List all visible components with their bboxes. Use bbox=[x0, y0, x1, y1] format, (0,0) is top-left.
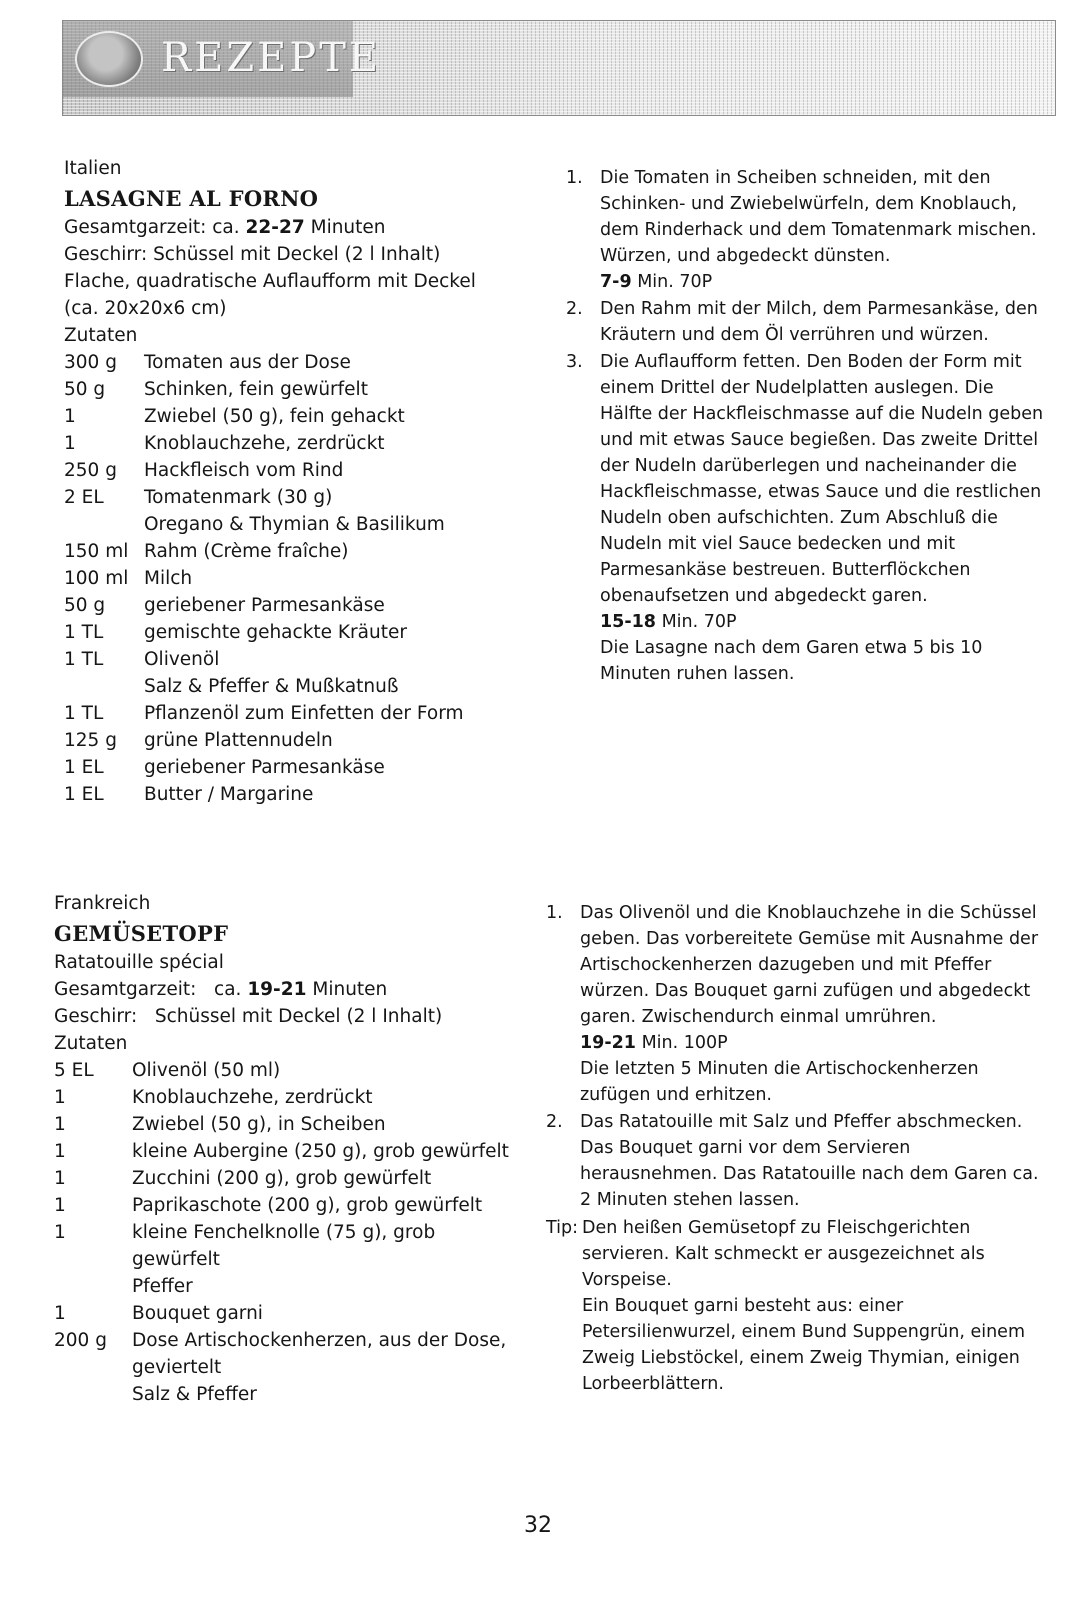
recipe1-dish-line-1: Geschirr: Schüssel mit Deckel (2 l Inhalt) bbox=[64, 244, 441, 265]
ingredient-row: 1 TL Pflanzenöl zum Einfetten der Form bbox=[64, 703, 464, 724]
ingredient-row: 1 Zwiebel (50 g), in Scheiben bbox=[54, 1114, 386, 1135]
recipe2-tip bbox=[546, 1215, 1046, 1397]
ingredient-row: 250 g Hackfleisch vom Rind bbox=[64, 460, 344, 481]
ingredient-row: 1 EL geriebener Parmesankäse bbox=[64, 757, 385, 778]
page-number: 32 bbox=[524, 1513, 552, 1538]
recipe1-step: 3. Die Auflaufform fetten. Den Boden der Form mit einem Drittel der Nudelplatten auslegen. Die Hälfte der Hackfleischmasse auf die Nudeln geben und mit etwas Sauce begießen. Das zweite Drittel der Nudeln darüberlegen und nacheinander die Hackfleischmasse, etwas Sauce und die restlichen Nudeln oben aufschichten. Zum Abschluß die Nudeln mit viel Sauce bedecken und mit Parmesankäse bestreuen. Butterflöckchen obenaufsetzen und abgedeckt garen. 15-18 Min. 70P Die Lasagne nach dem Garen etwa 5 bis 10 Minuten ruhen lassen. bbox=[566, 349, 1050, 687]
recipe1-dish-line-3: (ca. 20x20x6 cm) bbox=[64, 298, 227, 319]
recipe2-dish: Geschirr: Schüssel mit Deckel (2 l Inhalt) bbox=[54, 1006, 443, 1027]
ingredient-row: Salz & Pfeffer & Mußkatnuß bbox=[144, 676, 399, 697]
recipe1-step-list bbox=[566, 165, 1050, 687]
ingredient-row: Salz & Pfeffer bbox=[132, 1384, 257, 1405]
ingredient-row: 300 g Tomaten aus der Dose bbox=[64, 352, 351, 373]
ingredient-row: 1 Zucchini (200 g), grob gewürfelt bbox=[54, 1168, 432, 1189]
header-banner bbox=[62, 20, 1056, 116]
ingredient-row: 1 Bouquet garni bbox=[54, 1303, 263, 1324]
recipe2-title: GEMÜSETOPF bbox=[54, 921, 229, 946]
ingredient-row: 2 EL Tomatenmark (30 g) bbox=[64, 487, 333, 508]
recipe1-country: Italien bbox=[64, 158, 122, 179]
recipe1-ingredients-heading: Zutaten bbox=[64, 325, 138, 346]
ingredient-row: 150 ml Rahm (Crème fraîche) bbox=[64, 541, 349, 562]
recipe2-steps bbox=[546, 900, 1046, 1397]
recipe2-step-list bbox=[546, 900, 1046, 1213]
tip-label: Tip: bbox=[546, 1218, 579, 1238]
ingredient-row: 1 TL Olivenöl bbox=[64, 649, 220, 670]
recipe2-step: 1. Das Olivenöl und die Knoblauchzehe in die Schüssel geben. Das vorbereitete Gemüse mit Ausnahme der Artischockenherzen dazugeben und mit Pfeffer würzen. Das Bouquet garni zufügen und abgedeckt garen. Zwischendurch einmal umrühren. 19-21 Min. 100P Die letzten 5 Minuten die Artischockenherzen zufügen und erhitzen. bbox=[546, 900, 1046, 1108]
recipe1-step-3-note: Die Lasagne nach dem Garen etwa 5 bis 10 Minuten ruhen lassen. bbox=[600, 638, 983, 684]
recipe2-ingredients-heading: Zutaten bbox=[54, 1033, 128, 1054]
ingredient-row: 1 Zwiebel (50 g), fein gehackt bbox=[64, 406, 405, 427]
ingredient-row: 1 Paprikaschote (200 g), grob gewürfelt bbox=[54, 1195, 483, 1216]
recipe2-info bbox=[54, 890, 524, 1408]
ingredient-row: 200 g Dose Artischockenherzen, aus der Dose, geviertelt bbox=[54, 1330, 507, 1378]
ingredient-row: 1 Knoblauchzehe, zerdrückt bbox=[64, 433, 385, 454]
tip-text: Den heißen Gemüsetopf zu Fleischgerichten servieren. Kalt schmeckt er ausgezeichnet als Vorspeise. bbox=[582, 1218, 985, 1290]
ingredient-row: 50 g geriebener Parmesankäse bbox=[64, 595, 385, 616]
recipe2-country: Frankreich bbox=[54, 893, 151, 914]
ingredient-row: 1 kleine Aubergine (250 g), grob gewürfelt bbox=[54, 1141, 509, 1162]
ingredient-row: 1 TL gemischte gehackte Kräuter bbox=[64, 622, 407, 643]
ingredient-row: 1 kleine Fenchelknolle (75 g), grob gewürfelt bbox=[54, 1222, 436, 1270]
recipe2-ingredient-list bbox=[54, 1057, 524, 1408]
recipe2-subtitle: Ratatouille spécial bbox=[54, 952, 224, 973]
ingredient-row: 1 EL Butter / Margarine bbox=[64, 784, 314, 805]
recipe1-step: 2. Den Rahm mit der Milch, dem Parmesankäse, den Kräutern und dem Öl verrühren und würzen. bbox=[566, 299, 1038, 345]
recipe1-step-3-setting: 15-18 Min. 70P bbox=[600, 612, 737, 632]
recipe1-step: 1. Die Tomaten in Scheiben schneiden, mit den Schinken- und Zwiebelwürfeln, dem Knoblauch, dem Rinderhack und dem Tomatenmark mischen. Würzen, und abgedeckt dünsten. 7-9 Min. 70P bbox=[566, 165, 1050, 295]
recipe1-total-time: Gesamtgarzeit: ca. 22-27 Minuten bbox=[64, 217, 386, 238]
recipe1-info bbox=[64, 155, 504, 808]
recipe-emblem-icon bbox=[75, 31, 143, 87]
tip-bouquet-garni: Ein Bouquet garni besteht aus: einer Petersilienwurzel, einem Bund Suppengrün, einem Zweig Liebstöckel, einem Zweig Thymian, einigen Lorbeerblättern. bbox=[582, 1296, 1025, 1394]
recipe2-step-1-setting: 19-21 Min. 100P bbox=[580, 1033, 728, 1053]
header-title: REZEPTE bbox=[161, 35, 382, 81]
ingredient-row: Pfeffer bbox=[132, 1276, 193, 1297]
recipe2-step-1-note: Die letzten 5 Minuten die Artischockenherzen zufügen und erhitzen. bbox=[580, 1059, 979, 1105]
ingredient-row: Oregano & Thymian & Basilikum bbox=[144, 514, 445, 535]
ingredient-row: 5 EL Olivenöl (50 ml) bbox=[54, 1060, 281, 1081]
recipe1-step-1-setting: 7-9 Min. 70P bbox=[600, 272, 713, 292]
recipe2-total-time: Gesamtgarzeit: ca. 19-21 Minuten bbox=[54, 979, 388, 1000]
recipe2-step: 2. Das Ratatouille mit Salz und Pfeffer abschmecken. Das Bouquet garni vor dem Servieren herausnehmen. Das Ratatouille nach dem Garen ca. 2 Minuten stehen lassen. bbox=[546, 1112, 1039, 1210]
recipe1-steps bbox=[566, 165, 1050, 688]
recipe2-total-time-value: 19-21 bbox=[247, 979, 307, 1000]
ingredient-row: 1 Knoblauchzehe, zerdrückt bbox=[54, 1087, 373, 1108]
recipe1-title: LASAGNE AL FORNO bbox=[64, 186, 319, 211]
recipe1-total-time-value: 22-27 bbox=[245, 217, 305, 238]
recipe1-ingredient-list bbox=[64, 349, 504, 808]
ingredient-row: 50 g Schinken, fein gewürfelt bbox=[64, 379, 368, 400]
ingredient-row: 100 ml Milch bbox=[64, 568, 193, 589]
ingredient-row: 125 g grüne Plattennudeln bbox=[64, 730, 333, 751]
recipe1-dish-line-2: Flache, quadratische Auflaufform mit Deckel bbox=[64, 271, 476, 292]
